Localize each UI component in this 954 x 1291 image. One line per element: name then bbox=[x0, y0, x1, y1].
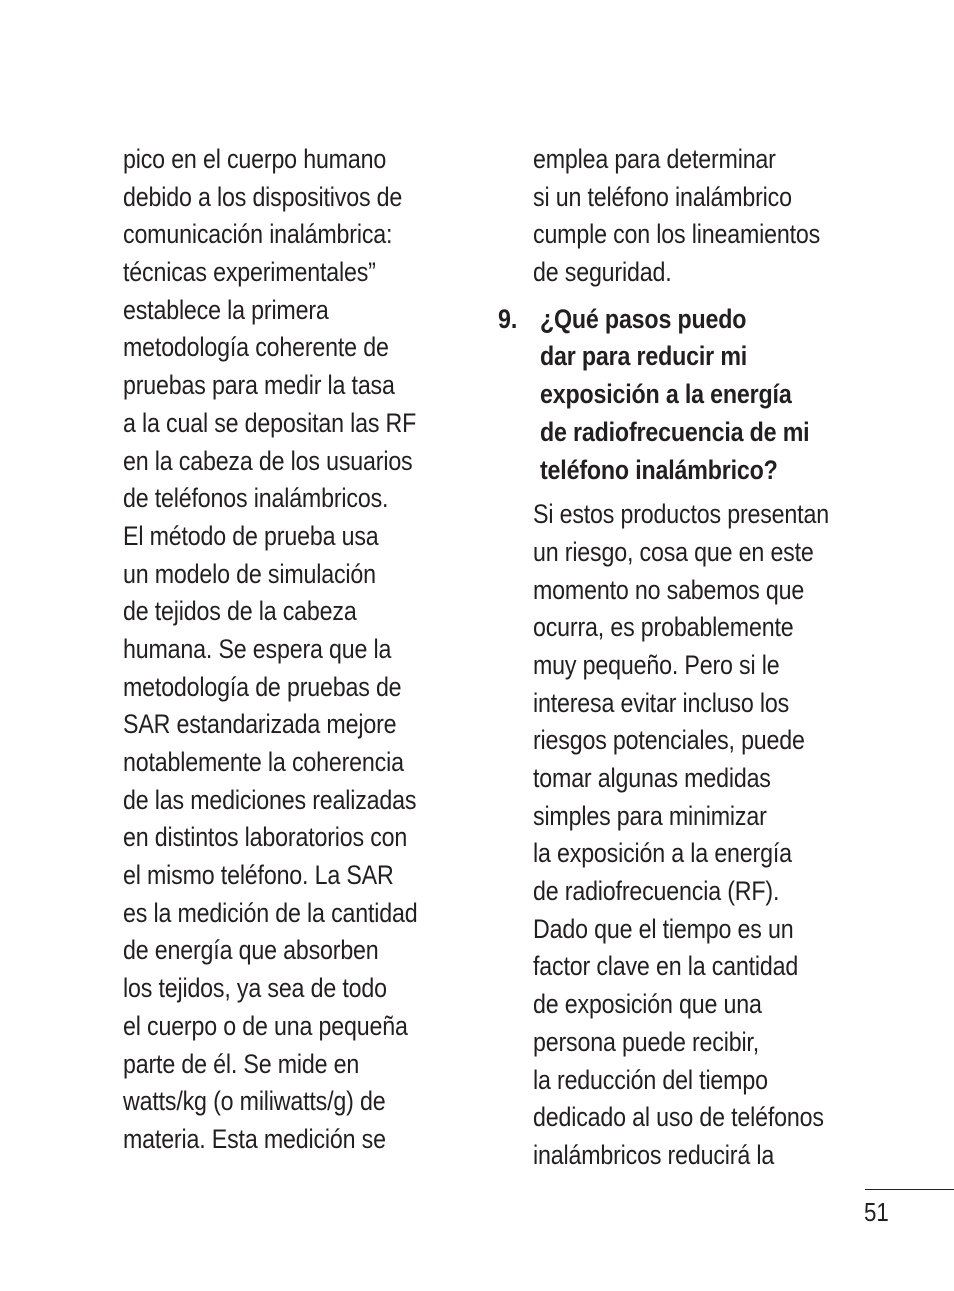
body-text-line: a la cual se depositan las RF bbox=[123, 407, 417, 438]
body-text-line: emplea para determinar bbox=[533, 144, 776, 174]
question-heading-line: exposición a la energía bbox=[540, 379, 792, 410]
body-text-line: de radiofrecuencia (RF). bbox=[533, 876, 780, 907]
body-text-line: ocurra, es probablemente bbox=[533, 612, 794, 643]
question-heading-line: ¿Qué pasos puedo bbox=[540, 303, 747, 334]
body-text-line: la reducción del tiempo bbox=[533, 1064, 768, 1095]
body-text-line: persona puede recibir, bbox=[533, 1026, 759, 1057]
footer-rule bbox=[865, 1189, 954, 1190]
body-text-line: el mismo teléfono. La SAR bbox=[123, 860, 394, 891]
body-text-line: Si estos productos presentan bbox=[533, 499, 829, 530]
body-text-line: materia. Esta medición se bbox=[123, 1123, 386, 1154]
body-text-line: de las mediciones realizadas bbox=[123, 784, 417, 815]
body-text-line: si un teléfono inalámbrico bbox=[533, 181, 792, 212]
intro-paragraph bbox=[533, 141, 878, 292]
body-text-line: El método de prueba usa bbox=[123, 520, 379, 551]
body-text-line: parte de él. Se mide en bbox=[123, 1048, 360, 1079]
body-text-line: SAR estandarizada mejore bbox=[123, 709, 397, 740]
question-heading-line: de radiofrecuencia de mi bbox=[540, 416, 810, 447]
body-text-line: dedicado al uso de teléfonos bbox=[533, 1102, 824, 1133]
body-text-line: interesa evitar incluso los bbox=[533, 687, 790, 718]
body-text-line: notablemente la coherencia bbox=[123, 747, 404, 777]
body-text-line: momento no sabemos que bbox=[533, 574, 805, 605]
body-text-line: simples para minimizar bbox=[533, 800, 767, 831]
body-text-line: en distintos laboratorios con bbox=[123, 822, 408, 853]
body-text-line: de teléfonos inalámbricos. bbox=[123, 483, 389, 514]
body-text-line: watts/kg (o miliwatts/g) de bbox=[123, 1086, 386, 1117]
body-text-line: de seguridad. bbox=[533, 257, 672, 288]
left-column bbox=[123, 141, 483, 1159]
body-text-line: tomar algunas medidas bbox=[533, 763, 771, 793]
body-text-line: técnicas experimentales” bbox=[123, 257, 376, 288]
body-text-line: comunicación inalámbrica: bbox=[123, 219, 393, 250]
question-heading-line: teléfono inalámbrico? bbox=[540, 454, 778, 485]
body-text-line: pruebas para medir la tasa bbox=[123, 370, 395, 401]
body-text-line: es la medición de la cantidad bbox=[123, 897, 418, 928]
body-text-line: los tejidos, ya sea de todo bbox=[123, 973, 387, 1004]
body-text-line: en la cabeza de los usuarios bbox=[123, 445, 413, 476]
body-text-line: un riesgo, cosa que en este bbox=[533, 536, 814, 567]
body-text-line: de exposición que una bbox=[533, 989, 762, 1020]
right-column bbox=[498, 141, 878, 1175]
question-heading bbox=[498, 301, 878, 489]
body-text-line: humana. Se espera que la bbox=[123, 633, 392, 664]
question-heading-line: dar para reducir mi bbox=[540, 341, 748, 372]
body-text-line: de energía que absorben bbox=[123, 935, 379, 966]
body-text-line: establece la primera bbox=[123, 294, 329, 325]
body-text-line: riesgos potenciales, puede bbox=[533, 725, 805, 756]
body-text-line: el cuerpo o de una pequeña bbox=[123, 1010, 408, 1041]
body-text-line: metodología coherente de bbox=[123, 332, 389, 363]
body-text-line: pico en el cuerpo humano bbox=[123, 144, 387, 174]
question-number: 9. bbox=[498, 303, 518, 334]
page-number: 51 bbox=[864, 1197, 889, 1227]
body-text-line: inalámbricos reducirá la bbox=[533, 1139, 775, 1170]
body-text-line: factor clave en la cantidad bbox=[533, 951, 799, 982]
answer-paragraph bbox=[533, 496, 878, 1174]
body-text-line: cumple con los lineamientos bbox=[533, 219, 821, 250]
body-text-line: de tejidos de la cabeza bbox=[123, 596, 357, 627]
body-text-line: Dado que el tiempo es un bbox=[533, 913, 794, 944]
body-text-line: un modelo de simulación bbox=[123, 558, 376, 589]
body-text-line: metodología de pruebas de bbox=[123, 671, 402, 702]
body-text-line: muy pequeño. Pero si le bbox=[533, 649, 780, 680]
body-text-line: la exposición a la energía bbox=[533, 838, 792, 869]
body-text-line: debido a los dispositivos de bbox=[123, 181, 403, 212]
